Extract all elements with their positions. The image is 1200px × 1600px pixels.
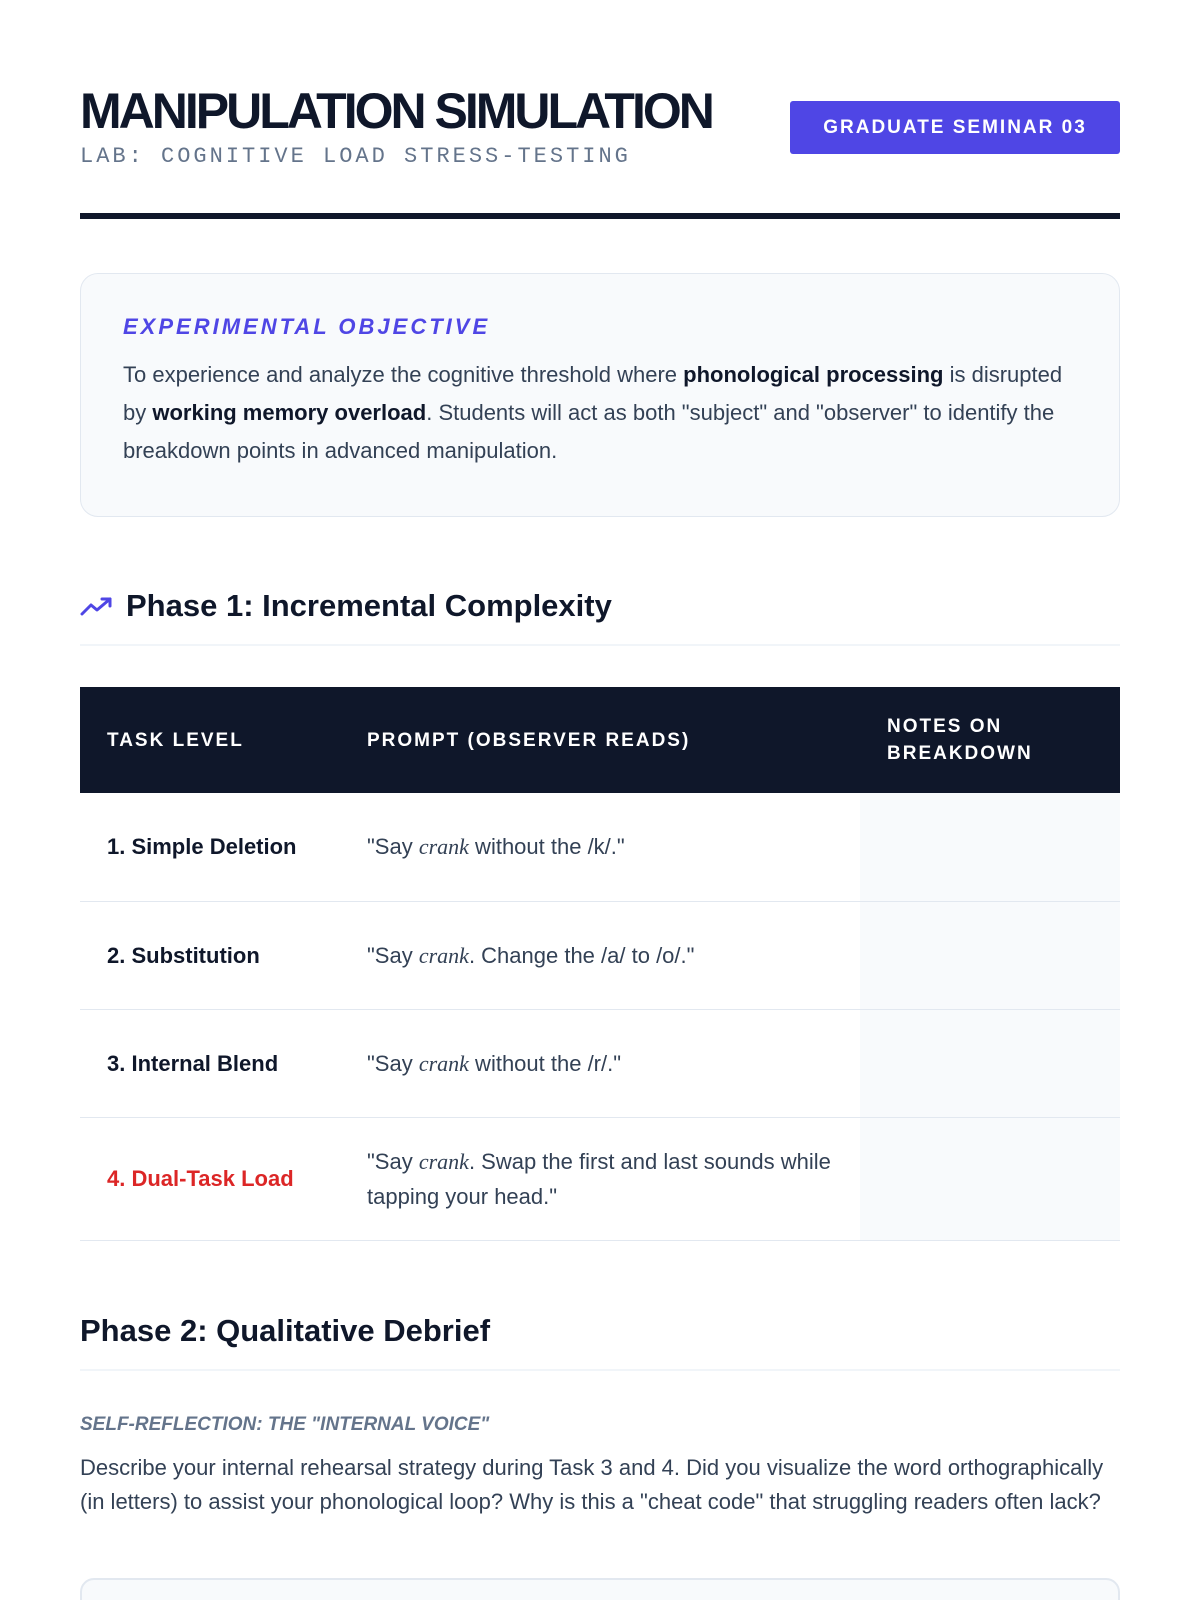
page-title: MANIPULATION SIMULATION [80, 83, 712, 139]
column-header-notes: NOTES ON BREAKDOWN [860, 687, 1120, 793]
notes-cell[interactable] [860, 901, 1120, 1009]
reflection-answer-box[interactable] [80, 1578, 1120, 1600]
prompt-word: crank [418, 942, 469, 968]
prompt-word: crank [418, 834, 469, 860]
objective-emphasis: phonological processing [683, 362, 944, 387]
reflection-label: SELF-REFLECTION: THE "INTERNAL VOICE" [80, 1414, 490, 1435]
phase1-title-row [80, 588, 1120, 624]
seminar-badge: GRADUATE SEMINAR 03 [790, 101, 1120, 154]
table-row [80, 901, 1120, 1009]
prompt-cell [340, 793, 860, 901]
objective-emphasis: working memory overload [152, 400, 427, 425]
prompt-text: . Change the /a/ to /o/." [468, 942, 695, 968]
notes-cell[interactable] [860, 1117, 1120, 1240]
objective-text [123, 356, 1077, 470]
column-header-prompt: PROMPT (OBSERVER READS) [340, 687, 860, 793]
phase2-title: Phase 2: Qualitative Debrief [80, 1313, 491, 1348]
phase1-title: Phase 1: Incremental Complexity [126, 588, 612, 623]
prompt-text: "Say [367, 1050, 419, 1076]
phase1-heading [80, 588, 1120, 646]
objective-text-part: . Students will act as both "subject" and "observer" to identify the breakdown points in advanced manipulation. [123, 400, 1055, 463]
objective-text-part: is disrupted by [123, 362, 1063, 425]
prompt-text: without the /r/." [468, 1050, 622, 1076]
notes-cell[interactable] [860, 1009, 1120, 1117]
prompt-text: "Say [367, 942, 419, 968]
prompt-text: "Say [367, 834, 419, 860]
reflection-prompt: Describe your internal rehearsal strategy during Task 3 and 4. Did you visualize the word orthographically (in letters) to assist your phonological loop? Why is this a "cheat code" that struggling readers often lack? [80, 1455, 1104, 1514]
prompt-text: "Say [367, 1148, 419, 1174]
header-divider [80, 213, 1120, 219]
prompt-text: . Swap the first and last sounds while tapping your head." [367, 1148, 831, 1209]
task-level-cell: 1. Simple Deletion [80, 793, 340, 901]
notes-cell[interactable] [860, 793, 1120, 901]
task-level-cell: 3. Internal Blend [80, 1009, 340, 1117]
trending-up-icon [80, 594, 114, 618]
task-level-cell: 2. Substitution [80, 901, 340, 1009]
prompt-cell [340, 1009, 860, 1117]
prompt-word: crank [418, 1148, 469, 1174]
prompt-cell [340, 901, 860, 1009]
prompt-text: without the /k/." [468, 834, 625, 860]
table-row [80, 793, 1120, 901]
column-header-task-level: TASK LEVEL [80, 687, 340, 793]
prompt-cell [340, 1117, 860, 1240]
task-level-cell: 4. Dual-Task Load [80, 1117, 340, 1240]
phase2-heading [80, 1313, 1120, 1371]
task-table [80, 687, 1120, 1241]
table-header-row [80, 687, 1120, 793]
objective-title: EXPERIMENTAL OBJECTIVE [123, 314, 491, 339]
page-header [80, 80, 1120, 220]
prompt-word: crank [418, 1050, 469, 1076]
table-row [80, 1009, 1120, 1117]
page-subtitle: LAB: COGNITIVE LOAD STRESS-TESTING [80, 144, 631, 169]
objective-box [80, 273, 1120, 517]
table-row [80, 1117, 1120, 1240]
objective-text-part: To experience and analyze the cognitive threshold where [123, 362, 684, 387]
